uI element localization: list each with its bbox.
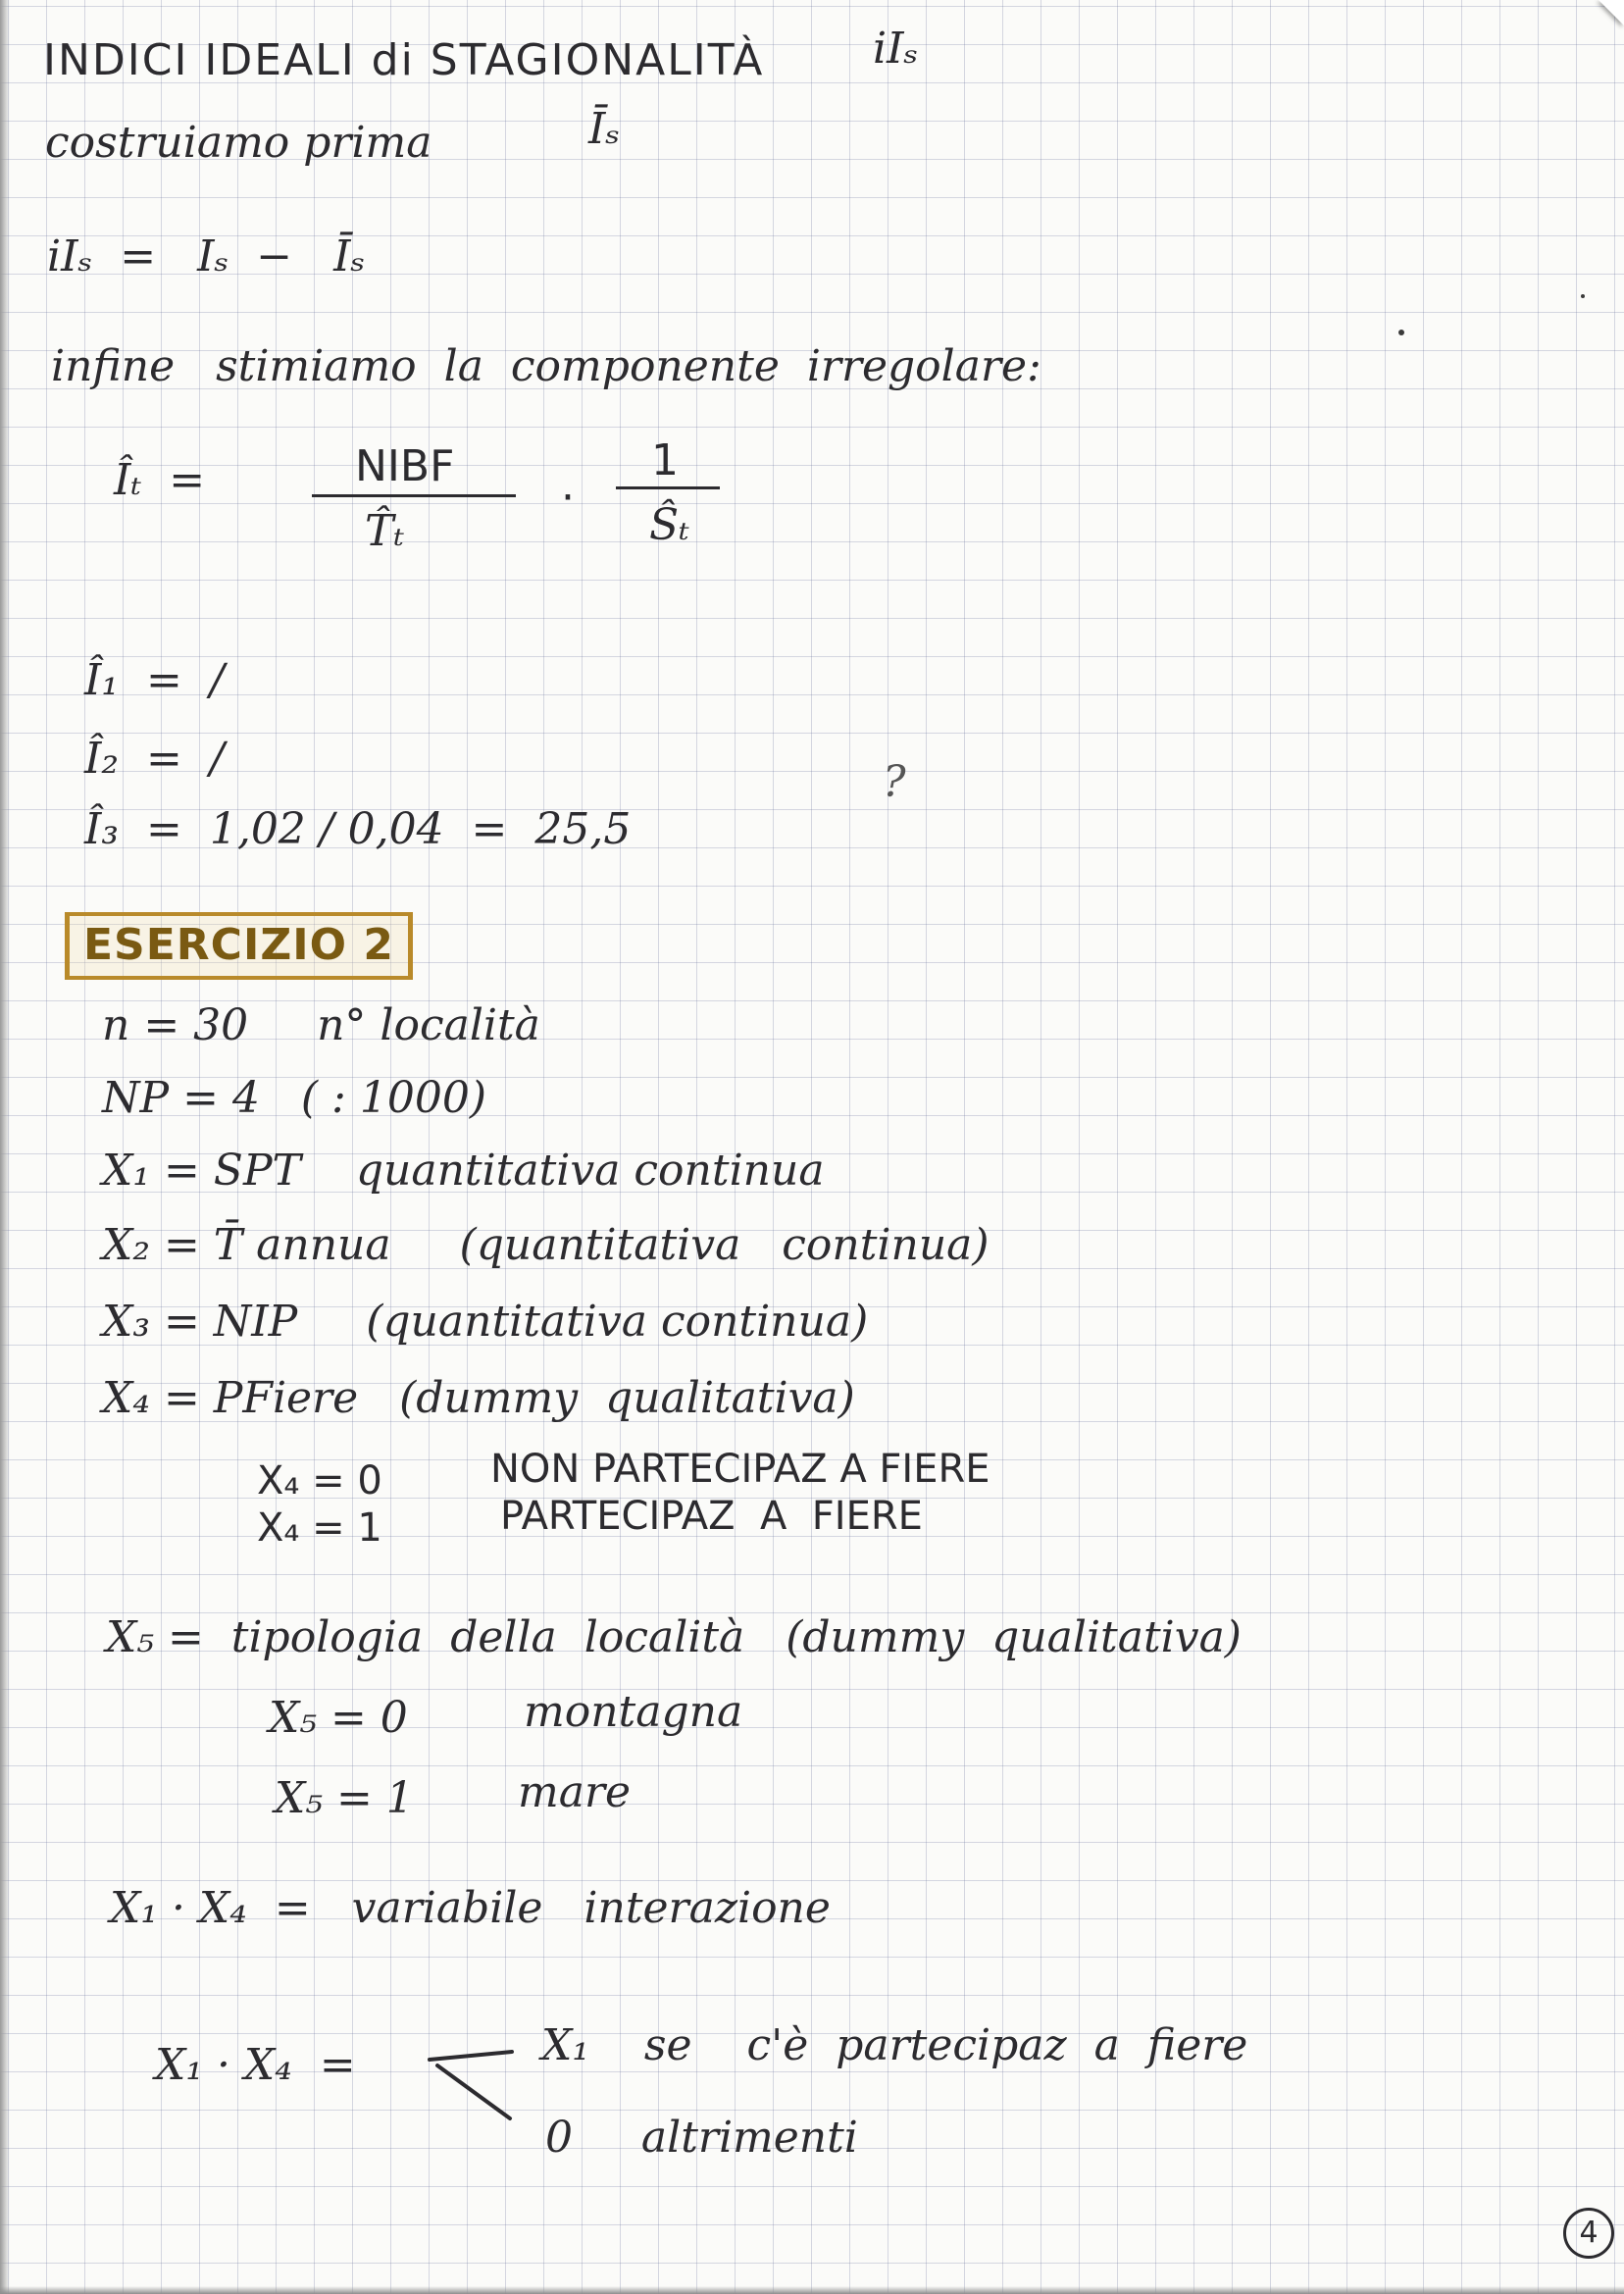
estimate-3: Î₃ = 1,02 / 0,04 = 25,5: [84, 804, 632, 854]
fraction-numerator-2: 1: [651, 435, 679, 485]
page-heading: INDICI IDEALI di STAGIONALITÀ: [43, 35, 765, 85]
x5-line: X₅ = tipologia della località (dummy qualitativa): [106, 1612, 1242, 1662]
fraction-denominator-2: Ŝₜ: [649, 500, 689, 550]
x5-code-1: X₅ = 1: [275, 1773, 414, 1823]
construct-line: costruiamo prima: [45, 118, 432, 168]
fraction-dot: ·: [561, 473, 575, 523]
x5-code-0: X₅ = 0: [269, 1693, 408, 1743]
interaction-case-2: 0 altrimenti: [545, 2113, 858, 2163]
exercise-line-x1: X₁ = SPT quantitativa continua: [102, 1146, 825, 1196]
interaction-line: X₁ · X₄ = variabile interazione: [110, 1883, 831, 1933]
interaction-lhs: X₁ · X₄ =: [155, 2040, 356, 2090]
exercise-line-np: NP = 4 ( : 1000): [102, 1073, 487, 1123]
x4-desc-0: NON PARTECIPAZ A FIERE: [490, 1447, 990, 1492]
exercise-line-x4: X₄ = PFiere (dummy qualitativa): [102, 1373, 855, 1423]
interaction-case-1: X₁ se c'è partecipaz a fiere: [541, 2020, 1248, 2070]
construct-symbol: Īₛ: [588, 104, 621, 154]
question-mark: ?: [883, 757, 906, 807]
exercise-line-x3: X₃ = NIP (quantitativa continua): [102, 1297, 869, 1347]
exercise-line-n: n = 30 n° località: [102, 1000, 540, 1050]
x4-code-1: X₄ = 1: [257, 1505, 382, 1551]
exercise-line-x2: X₂ = T̄ annua (quantitativa continua): [102, 1220, 990, 1270]
x5-desc-1: mare: [518, 1767, 632, 1817]
infine-line: infine stimiamo la componente irregolare:: [51, 341, 1041, 391]
estimate-2: Î₂ = /: [84, 734, 225, 784]
x4-desc-1: PARTECIPAZ A FIERE: [500, 1494, 923, 1539]
heading-symbol: iIₛ: [873, 24, 919, 74]
fraction-lhs: Îₜ =: [114, 455, 206, 505]
fraction-numerator: NIBF: [355, 441, 455, 491]
fraction-denominator: T̂ₜ: [365, 506, 405, 556]
formula-iIs: iIₛ = Iₛ − Īₛ: [47, 231, 366, 281]
exercise-title: ESERCIZIO 2: [65, 912, 413, 980]
x4-code-0: X₄ = 0: [257, 1458, 382, 1504]
x5-desc-0: montagna: [524, 1687, 743, 1737]
page-number: 4: [1563, 2208, 1614, 2259]
estimate-1: Î₁ = /: [84, 655, 225, 705]
